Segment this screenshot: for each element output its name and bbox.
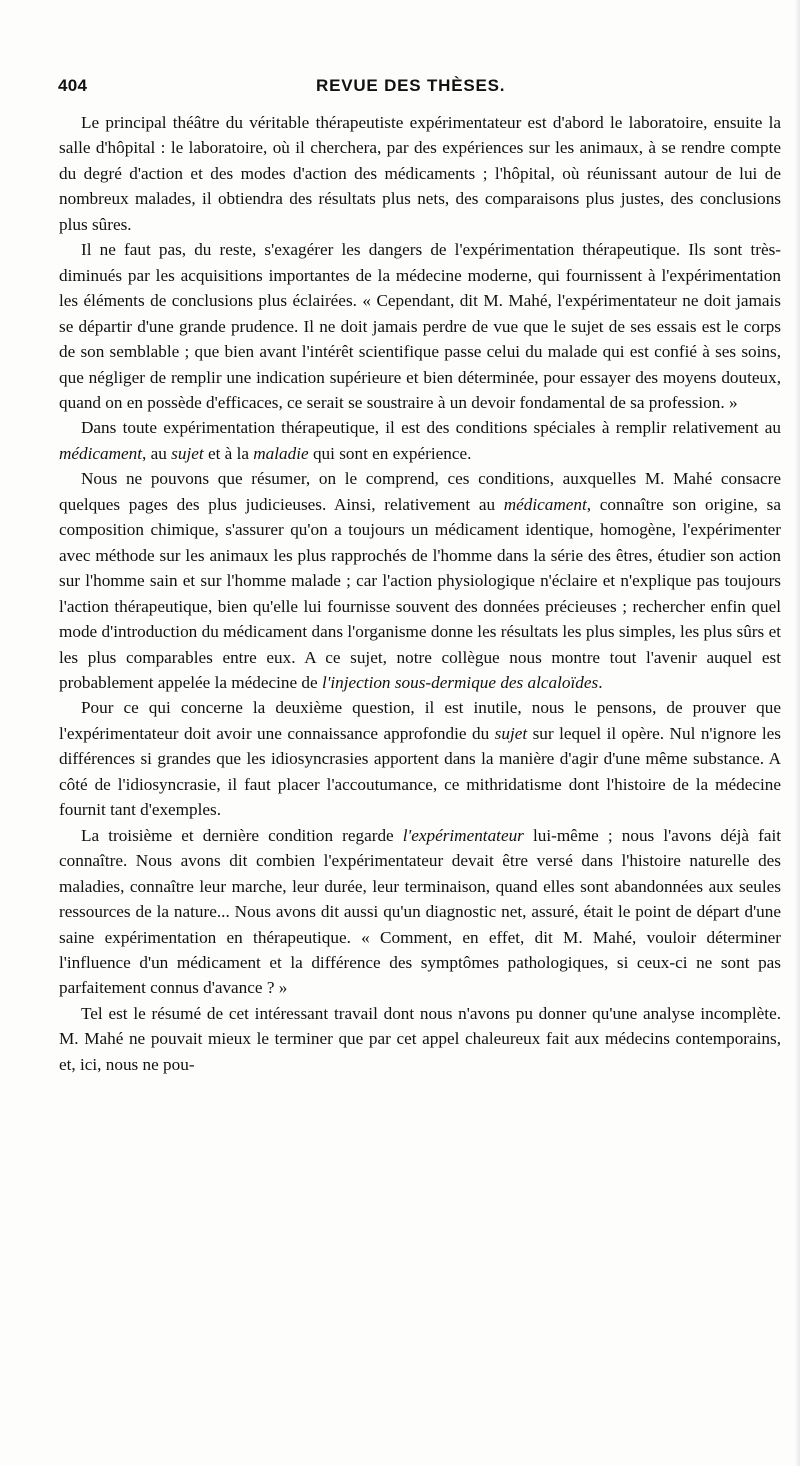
italic-term-medicament-2: médicament (503, 494, 587, 514)
paragraph-5-text-a: Pour ce qui concerne la deuxième question, il est inutile, nous le pensons, de prouver que l'expérimentateur doit avoir une connaissance approfondie du (59, 698, 781, 743)
paragraph-3-text-c: et à la (203, 443, 254, 463)
paragraph-7 (59, 1001, 781, 1077)
italic-term-experimentateur: l'expérimentateur (402, 825, 524, 845)
scan-edge-shadow (794, 0, 800, 1466)
paragraph-1 (59, 110, 781, 237)
paragraph-5 (59, 695, 781, 822)
italic-term-medicament: médicament (59, 443, 143, 463)
paragraph-6 (59, 823, 781, 1001)
paragraph-7-text: Tel est le résumé de cet intéressant travail dont nous n'avons pu donner qu'une analyse incomplète. M. Mahé ne pouvait mieux le terminer que par cet appel chaleureux fait aux médecins contemporains, et, ici, nous ne pou- (59, 1003, 781, 1074)
paragraph-6-text-a: La troisième et dernière condition regarde (81, 825, 403, 845)
paragraph-4-text-a: Nous ne pouvons que résumer, on le comprend, ces conditions, auxquelles M. Mahé consacre quelques pages des plus judicieuses. Ainsi, relativement au (59, 469, 781, 514)
italic-term-sujet-2: sujet (494, 723, 528, 743)
page-number: 404 (58, 76, 88, 95)
paragraph-3 (59, 415, 781, 466)
body-text (59, 110, 781, 1077)
running-head (58, 76, 780, 106)
italic-term-injection: l'injection sous-dermique des alcaloïdes (321, 672, 599, 692)
paragraph-4 (59, 466, 781, 695)
paragraph-1-text: Le principal théâtre du véritable thérapeutiste expérimentateur est d'abord le laboratoire, ensuite la salle d'hôpital : le laboratoire, où il cherchera, par des expériences sur les animaux, à se rendre compte du degré d'action et des modes d'action des médicaments ; l'hôpital, où réunissant autour de lui de nombreux malades, il obtiendra des résultats plus nets, des comparaisons plus justes, des conclusions plus sûres. (59, 113, 781, 234)
italic-term-maladie: maladie (253, 443, 309, 463)
italic-term-sujet: sujet (171, 443, 204, 463)
journal-title: REVUE DES THÈSES. (316, 76, 506, 95)
paragraph-3-text-d: qui sont en expérience. (308, 443, 472, 463)
paragraph-5-text-b: sur lequel il opère. Nul n'ignore les différences si grandes que les idiosyncrasies apportent dans la manière d'agir d'une même substance. A côté de l'idiosyncrasie, il faut placer l'accoutumance, ce mithridatisme dont l'histoire de la médecine fournit tant d'exemples. (59, 723, 781, 820)
paragraph-6-text-b: lui-même ; nous l'avons déjà fait connaître. Nous avons dit combien l'expérimentateur devait être versé dans l'histoire naturelle des maladies, connaître leur marche, leur durée, leur terminaison, quand elles sont abandonnées aux seules ressources de la nature... Nous avons dit aussi qu'un diagnostic net, assuré, était le point de départ d'une saine expérimentation en thérapeutique. « Comment, en effet, dit M. Mahé, vouloir déterminer l'influence d'un médicament et la différence des symptômes pathologiques, si ceux-ci ne sont pas parfaitement connus d'avance ? » (59, 825, 781, 998)
paragraph-3-text-b: , au (142, 443, 172, 463)
paragraph-2 (59, 237, 781, 415)
paragraph-3-text-a: Dans toute expérimentation thérapeutique, il est des conditions spéciales à remplir relativement au (81, 418, 781, 438)
paragraph-2-text: Il ne faut pas, du reste, s'exagérer les dangers de l'expérimentation thérapeutique. Ils sont très-diminués par les acquisitions importantes de la médecine moderne, qui fournissent à l'expérimentation les éléments de conclusions plus éclairées. « Cependant, dit M. Mahé, l'expérimentateur ne doit jamais se départir d'une grande prudence. Il ne doit jamais perdre de vue que le sujet de ses essais est le corps de son semblable ; que bien avant l'intérêt scientifique passe celui du malade qui est confié à ses soins, que négliger de remplir une indication supérieure et bien déterminée, pour essayer des moyens douteux, quand on en possède d'efficaces, ce serait se soustraire à un devoir fondamental de sa profession. » (59, 240, 781, 412)
paragraph-4-text-c: . (598, 672, 603, 692)
paragraph-4-text-b: , connaître son origine, sa composition chimique, s'assurer qu'on a toujours un médicament identique, homogène, l'expérimenter avec méthode sur les animaux les plus rapprochés de l'homme dans la série des êtres, étudier son action sur l'homme sain et sur l'homme malade ; car l'action physiologique n'éclaire et n'explique pas toujours l'action thérapeutique, bien qu'elle lui fournisse souvent des données précieuses ; rechercher enfin quel mode d'introduction du médicament dans l'organisme donne les résultats les plus simples, les plus sûrs et les plus comparables entre eux. A ce sujet, notre collègue nous montre tout l'avenir auquel est probablement appelée la médecine de (59, 494, 781, 692)
